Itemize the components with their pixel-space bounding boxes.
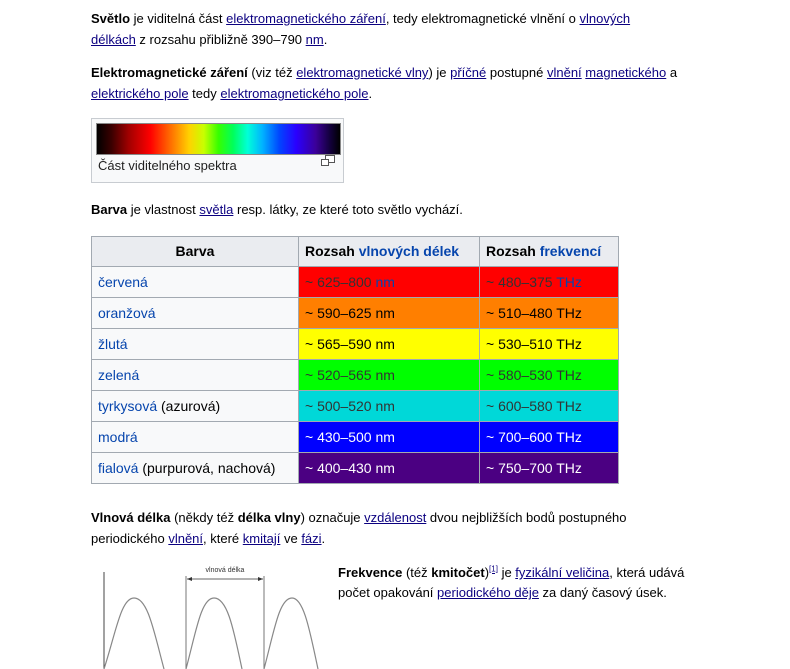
wavelength-cell <box>299 267 480 298</box>
paragraph-wavelength-cont <box>91 528 325 549</box>
text: tedy <box>188 86 221 101</box>
text: , která udává <box>609 565 685 580</box>
term-frekvence: Frekvence <box>338 565 403 580</box>
paragraph-em-radiation <box>91 62 677 83</box>
text: (viz též <box>247 65 297 80</box>
frequency-cell <box>480 267 619 298</box>
frequency-value: ~ 530–510 THz <box>486 335 582 352</box>
paragraph-light-cont <box>91 29 327 50</box>
wavelength-value: ~ 400–430 nm <box>305 459 395 476</box>
color-link[interactable]: zelená <box>98 366 140 383</box>
enlarge-icon[interactable] <box>321 155 335 167</box>
frequency-value: ~ 480–375 <box>486 273 557 290</box>
frequency-cell <box>480 329 619 360</box>
wavelength-cell <box>299 453 480 484</box>
term-delka-vlny: délka vlny <box>237 510 301 525</box>
link-fazi[interactable]: fázi <box>301 531 322 546</box>
link-elektromagneticke-vlny[interactable]: elektromagnetické vlny <box>296 65 429 80</box>
link-elektromagnetickeho-pole[interactable]: elektromagnetického pole <box>220 86 369 101</box>
header-wavelength <box>299 237 480 267</box>
wavelength-diagram <box>96 562 324 669</box>
text: resp. látky, ze které toto světlo vychází. <box>233 202 463 217</box>
text: ) označuje <box>300 510 365 525</box>
color-link[interactable]: fialová <box>98 459 139 476</box>
table-row <box>92 329 619 360</box>
color-extra: (purpurová, nachová) <box>138 459 276 476</box>
table-row <box>92 422 619 453</box>
link-magnetickeho[interactable]: magnetického <box>585 65 667 80</box>
link-vlneni[interactable]: vlnění <box>546 65 582 80</box>
color-link[interactable]: oranžová <box>98 304 156 321</box>
link-vlneni-2[interactable]: vlnění <box>168 531 204 546</box>
wavelength-value: ~ 590–625 nm <box>305 304 395 321</box>
color-name-cell <box>92 298 299 329</box>
term-svetlo: Světlo <box>91 11 131 26</box>
wavelength-label: vlnová délka <box>205 567 245 574</box>
wavelength-cell <box>299 360 480 391</box>
text: postupné <box>486 65 547 80</box>
text: dvou nejbližších bodů postupného <box>426 510 627 525</box>
figure-caption: Část viditelného spektra <box>98 158 237 173</box>
term-vlnova-delka: Vlnová délka <box>91 510 171 525</box>
color-name-cell <box>92 453 299 484</box>
text: , které <box>203 531 243 546</box>
header-frequency <box>480 237 619 267</box>
frequency-value: ~ 700–600 THz <box>486 428 582 445</box>
text: Rozsah <box>486 243 540 259</box>
paragraph-wavelength <box>91 507 627 528</box>
text: je <box>497 565 516 580</box>
spectrum-figure <box>91 118 344 183</box>
spectrum-image[interactable] <box>96 123 341 155</box>
wave-curve-2 <box>186 598 242 669</box>
wavelength-value: ~ 430–500 nm <box>305 428 395 445</box>
link-vlnovych-delkach-2[interactable]: délkách <box>91 32 136 47</box>
wavelength-value: ~ 520–565 nm <box>305 366 395 383</box>
paragraph-light <box>91 8 630 29</box>
link-pricne[interactable]: příčné <box>450 65 487 80</box>
frequency-cell <box>480 391 619 422</box>
table-row <box>92 298 619 329</box>
color-link[interactable]: žlutá <box>98 335 128 352</box>
wavelength-value: ~ 500–520 nm <box>305 397 395 414</box>
link-nm[interactable]: nm <box>305 32 324 47</box>
color-name-cell <box>92 391 299 422</box>
frequency-cell <box>480 422 619 453</box>
link-periodickeho-deje[interactable]: periodického děje <box>437 585 539 600</box>
paragraph-frequency-cont <box>338 582 667 603</box>
thz-link[interactable]: THz <box>556 273 582 290</box>
text: je viditelná část <box>130 11 227 26</box>
frequency-value: ~ 580–530 THz <box>486 366 582 383</box>
term-kmitocet: kmitočet <box>431 565 485 580</box>
link-vlnovych-delkach[interactable]: vlnových <box>579 11 631 26</box>
color-name-cell <box>92 267 299 298</box>
arrow-head-left <box>187 577 192 581</box>
wavelength-value: ~ 625–800 <box>305 273 376 290</box>
footnote-1-link[interactable]: [1] <box>489 564 498 574</box>
color-name-cell <box>92 360 299 391</box>
table-row <box>92 453 619 484</box>
text: ) je <box>428 65 451 80</box>
link-fyzikalni-velicina[interactable]: fyzikální veličina <box>515 565 610 580</box>
wave-curve-3 <box>264 598 318 669</box>
color-name-cell <box>92 329 299 360</box>
header-barva: Barva <box>92 237 299 267</box>
color-extra: (azurová) <box>157 397 221 414</box>
link-frekvenci[interactable]: frekvencí <box>539 243 602 259</box>
wavelength-value: ~ 565–590 nm <box>305 335 395 352</box>
wavelength-cell <box>299 391 480 422</box>
frequency-value: ~ 600–580 THz <box>486 397 582 414</box>
table-row <box>92 391 619 422</box>
wavelength-cell <box>299 329 480 360</box>
term-em-zareni: Elektromagnetické záření <box>91 65 248 80</box>
text: (též <box>402 565 432 580</box>
link-vzdalenost[interactable]: vzdálenost <box>364 510 427 525</box>
wavelength-cell <box>299 422 480 453</box>
text: z rozsahu přibližně 390–790 <box>135 32 306 47</box>
paragraph-frequency <box>338 562 684 583</box>
table-header-row <box>92 237 619 267</box>
link-elektrickeho-pole[interactable]: elektrického pole <box>91 86 189 101</box>
color-name-cell <box>92 422 299 453</box>
text: (někdy též <box>170 510 238 525</box>
text: ) <box>484 565 490 580</box>
table-row <box>92 360 619 391</box>
link-elektromagneticke-zareni[interactable]: elektromagnetického záření <box>226 11 386 26</box>
text: za daný časový úsek. <box>538 585 667 600</box>
link-vlnovych-delek[interactable]: vlnových délek <box>358 243 460 259</box>
nm-link[interactable]: nm <box>375 273 395 290</box>
color-link[interactable]: tyrkysová <box>98 397 158 414</box>
text: a <box>666 65 678 80</box>
term-barva: Barva <box>91 202 128 217</box>
frequency-value: ~ 510–480 THz <box>486 304 582 321</box>
arrow-head-right <box>258 577 263 581</box>
text: počet opakování <box>338 585 438 600</box>
frequency-value: ~ 750–700 THz <box>486 459 582 476</box>
text: ve <box>280 531 302 546</box>
frequency-cell <box>480 453 619 484</box>
link-kmitaji[interactable]: kmitají <box>242 531 281 546</box>
paragraph-em-radiation-cont <box>91 83 372 104</box>
text: , tedy elektromagnetické vlnění o <box>385 11 580 26</box>
frequency-cell <box>480 298 619 329</box>
text: Rozsah <box>305 243 359 259</box>
link-svetla[interactable]: světla <box>199 202 234 217</box>
wave-curve-1 <box>104 598 164 669</box>
paragraph-color <box>91 199 463 220</box>
frequency-cell <box>480 360 619 391</box>
color-link[interactable]: červená <box>98 273 148 290</box>
text: . <box>323 32 328 47</box>
table-row <box>92 267 619 298</box>
text: . <box>321 531 326 546</box>
color-table <box>91 236 619 484</box>
text: . <box>368 86 373 101</box>
text: periodického <box>91 531 169 546</box>
wavelength-cell <box>299 298 480 329</box>
color-link[interactable]: modrá <box>98 428 138 445</box>
text: je vlastnost <box>127 202 200 217</box>
